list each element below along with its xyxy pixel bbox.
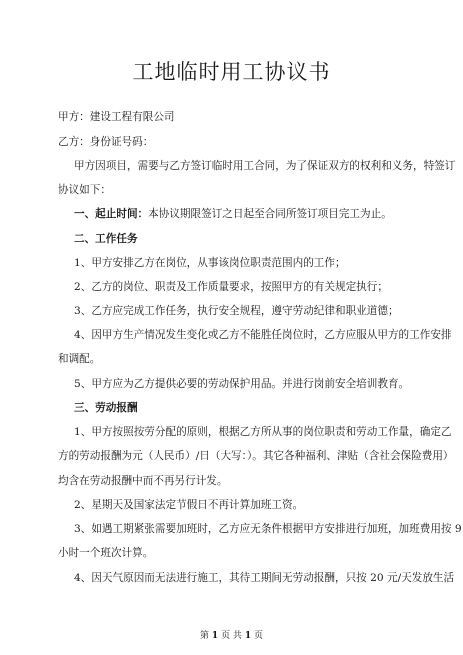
section-2-item-3: 3、乙方应完成工作任务，执行安全规程，遵守劳动纪律和职业道德； bbox=[74, 305, 399, 317]
section-3-item-1-line-2: 方的劳动报酬为元（人民币）/日（大写：）。其它各种福利、津贴（含社会保险费用） bbox=[58, 450, 454, 462]
intro-line-2: 协议如下： bbox=[58, 184, 111, 196]
section-3-item-3-line-2: 小时一个班次计算。 bbox=[58, 547, 154, 559]
section-2-heading: 二、工作任务 bbox=[74, 233, 138, 245]
footer-prefix: 第 bbox=[200, 631, 210, 641]
section-2-item-4-line-1: 4、因甲方生产情况发生变化或乙方不能胜任岗位时，乙方应服从甲方的工作安排 bbox=[74, 329, 452, 341]
party-b-line: 乙方：身份证号码： bbox=[58, 136, 154, 148]
section-3-item-4-line-1: 4、因天气原因而无法进行施工，其待工期间无劳动报酬，只按 20 元/天发放生活 bbox=[74, 572, 455, 584]
section-3-heading: 三、劳动报酬 bbox=[74, 402, 138, 414]
footer-middle: 页 共 bbox=[221, 631, 242, 641]
party-a-line: 甲方：建设工程有限公司 bbox=[58, 111, 175, 123]
section-2-item-2: 2、乙方的岗位、职责及工作质量要求，按照甲方的有关规定执行； bbox=[74, 281, 388, 293]
footer-page-number: 1 bbox=[211, 631, 219, 641]
section-2-item-4-line-2: 和调配。 bbox=[58, 353, 101, 365]
footer-suffix: 页 bbox=[253, 631, 263, 641]
section-3-item-1-line-1: 1、甲方按照按劳分配的原则，根据乙方所从事的岗位职责和劳动工作量，确定乙 bbox=[74, 426, 452, 438]
section-3-item-1-line-3: 均含在劳动报酬中而不再另行计发。 bbox=[58, 475, 228, 487]
intro-line-1: 甲方因项目，需要与乙方签订临时用工合同，为了保证双方的权利和义务，特签订 bbox=[74, 160, 456, 172]
footer-total-pages: 1 bbox=[244, 631, 252, 641]
document-title: 工地临时用工协议书 bbox=[132, 60, 331, 84]
section-1-text: 本协议期限签订之日起至合同所签订项目完工为止。 bbox=[148, 208, 392, 220]
section-3-item-3-line-1: 3、如遇工期紧张需要加班时，乙方应无条件根据甲方安排进行加班，加班费用按 9 bbox=[74, 523, 462, 535]
section-2-item-5: 5、甲方应为乙方提供必要的劳动保护用品。并进行岗前安全培训教育。 bbox=[74, 378, 410, 390]
page-footer bbox=[0, 628, 463, 641]
section-3-item-2: 2、星期天及国家法定节假日不再计算加班工资。 bbox=[74, 499, 304, 511]
section-1-paragraph bbox=[74, 208, 408, 221]
section-1-heading: 一、起止时间： bbox=[74, 208, 149, 220]
section-2-item-1: 1、甲方安排乙方在岗位，从事该岗位职责范围内的工作； bbox=[74, 257, 346, 269]
